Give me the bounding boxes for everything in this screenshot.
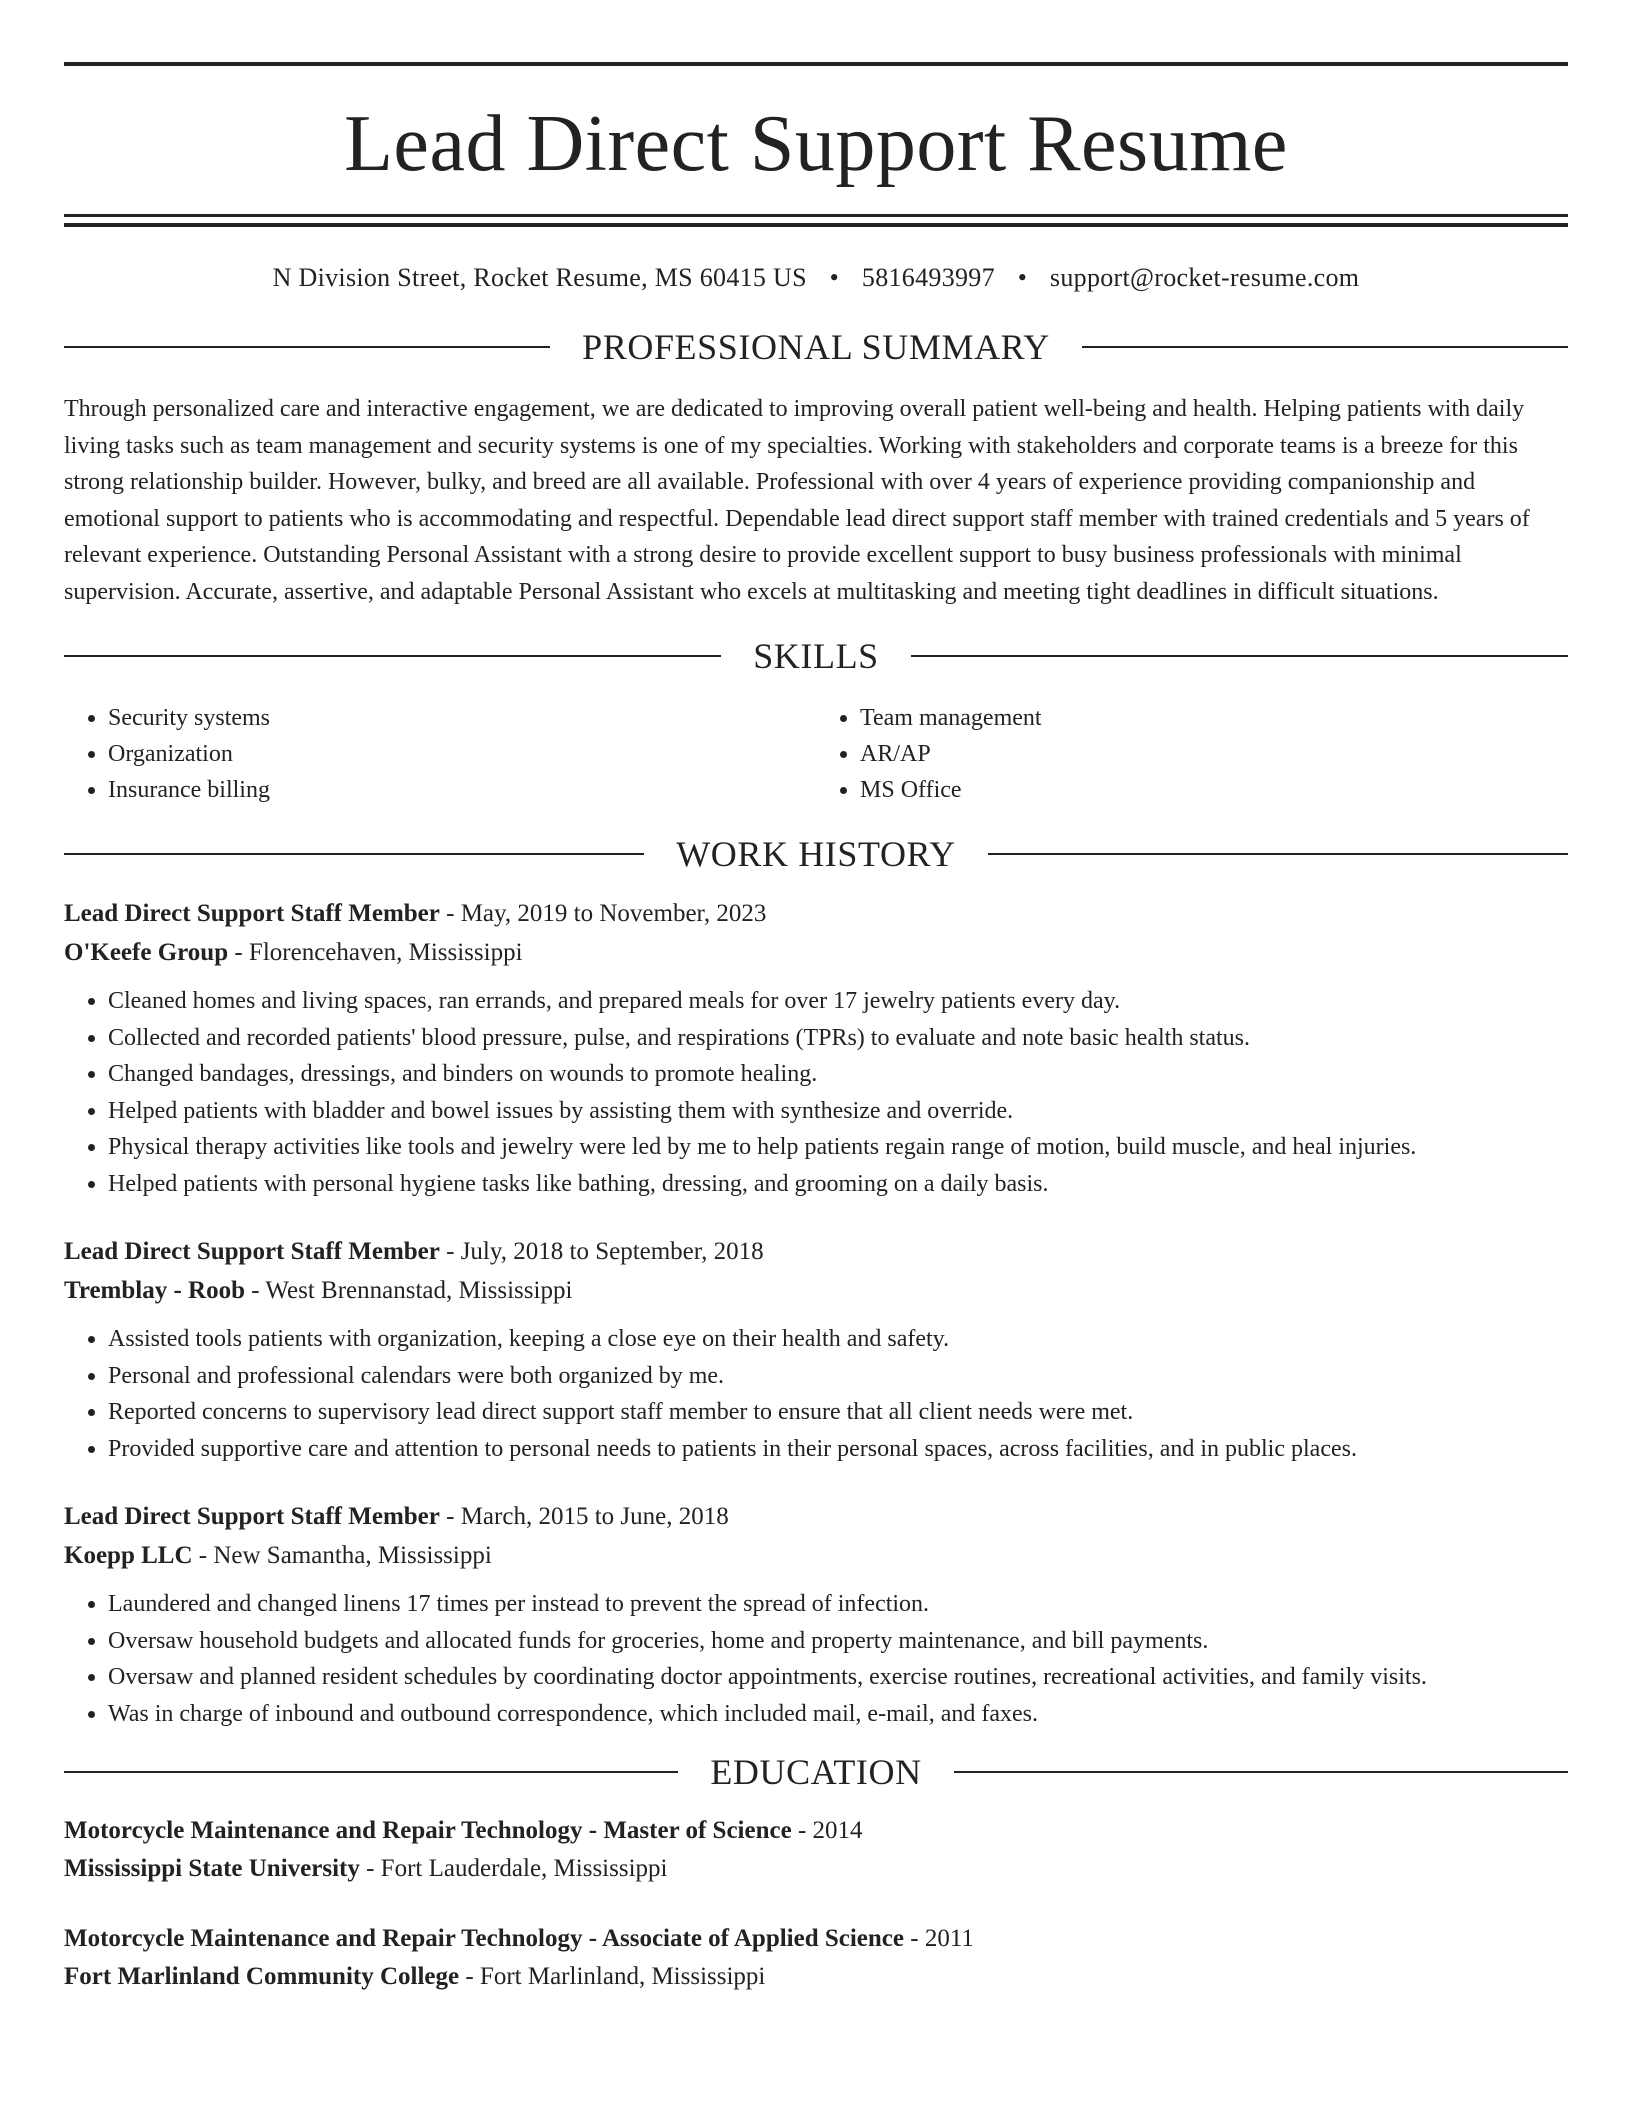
education-degree-line bbox=[64, 1812, 1568, 1850]
job-entry bbox=[64, 1497, 1568, 1732]
divider-line bbox=[954, 1771, 1568, 1773]
job-title-line bbox=[64, 894, 1568, 933]
job-bullet: • Personal and professional calendars were both organized by me. bbox=[108, 1358, 1568, 1395]
job-company: Tremblay - Roob bbox=[64, 1277, 246, 1304]
job-bullet: • Helped patients with bladder and bowel issues by assisting them with synthesize and override. bbox=[108, 1093, 1568, 1130]
skill-item: • Insurance billing bbox=[108, 772, 816, 808]
education-degree: Motorcycle Maintenance and Repair Technology - Associate of Applied Science bbox=[64, 1925, 905, 1952]
job-bullet: • Assisted tools patients with organization, keeping a close eye on their health and safety. bbox=[108, 1321, 1568, 1358]
title-double-rule bbox=[64, 214, 1568, 227]
job-location: - New Samantha, Mississippi bbox=[192, 1542, 492, 1569]
job-title-line bbox=[64, 1497, 1568, 1536]
section-title-education: EDUCATION bbox=[710, 1752, 922, 1792]
section-title-work: WORK HISTORY bbox=[676, 834, 956, 874]
job-dates: - July, 2018 to September, 2018 bbox=[439, 1238, 764, 1265]
job-bullets bbox=[64, 1321, 1568, 1467]
job-company-line bbox=[64, 933, 1568, 972]
job-title: Lead Direct Support Staff Member bbox=[64, 900, 440, 927]
contact-separator: • bbox=[1017, 263, 1028, 292]
contact-separator: • bbox=[829, 263, 840, 292]
top-rule bbox=[64, 62, 1568, 66]
education-year: - 2014 bbox=[791, 1817, 863, 1844]
section-header-education bbox=[64, 1754, 1568, 1790]
education-year: - 2011 bbox=[904, 1925, 974, 1952]
job-title-line bbox=[64, 1232, 1568, 1271]
divider-line bbox=[64, 655, 721, 657]
job-bullet: • Changed bandages, dressings, and binders on wounds to promote healing. bbox=[108, 1056, 1568, 1093]
section-title-summary: PROFESSIONAL SUMMARY bbox=[582, 327, 1050, 367]
job-company: Koepp LLC bbox=[64, 1542, 193, 1569]
divider-line bbox=[64, 1771, 678, 1773]
job-bullet: • Oversaw household budgets and allocated funds for groceries, home and property maintenance, and bill payments. bbox=[108, 1623, 1568, 1660]
job-location: - Florencehaven, Mississippi bbox=[228, 939, 523, 966]
contact-line bbox=[64, 263, 1568, 293]
job-bullet: • Laundered and changed linens 17 times per instead to prevent the spread of infection. bbox=[108, 1586, 1568, 1623]
job-bullet: • Physical therapy activities like tools and jewelry were led by me to help patients regain range of motion, build muscle, and heal injuries. bbox=[108, 1129, 1568, 1166]
divider-line bbox=[988, 853, 1568, 855]
divider-line bbox=[64, 346, 550, 348]
education-entry bbox=[64, 1812, 1568, 1888]
contact-address: N Division Street, Rocket Resume, MS 60415 US bbox=[272, 263, 807, 292]
education-degree-line bbox=[64, 1920, 1568, 1958]
job-company-line bbox=[64, 1536, 1568, 1575]
job-entry bbox=[64, 894, 1568, 1202]
education-school: Mississippi State University bbox=[64, 1855, 360, 1882]
skills-column-left bbox=[64, 700, 816, 808]
contact-email: support@rocket-resume.com bbox=[1049, 263, 1360, 292]
resume-title: Lead Direct Support Resume bbox=[344, 100, 1288, 188]
education-school-line bbox=[64, 1958, 1568, 1996]
job-bullet: • Collected and recorded patients' blood pressure, pulse, and respirations (TPRs) to evaluate and note basic health status. bbox=[108, 1020, 1568, 1057]
job-bullet: • Reported concerns to supervisory lead direct support staff member to ensure that all client needs were met. bbox=[108, 1394, 1568, 1431]
education-degree: Motorcycle Maintenance and Repair Technology - Master of Science bbox=[64, 1817, 792, 1844]
job-entry bbox=[64, 1232, 1568, 1467]
education-location: - Fort Lauderdale, Mississippi bbox=[359, 1855, 668, 1882]
skill-item: • Organization bbox=[108, 736, 816, 772]
job-company-line bbox=[64, 1271, 1568, 1310]
job-bullets bbox=[64, 1586, 1568, 1732]
job-bullet: • Cleaned homes and living spaces, ran errands, and prepared meals for over 17 jewelry patients every day. bbox=[108, 983, 1568, 1020]
section-title-skills: SKILLS bbox=[753, 636, 879, 676]
skill-item: • Team management bbox=[860, 700, 1568, 736]
job-title: Lead Direct Support Staff Member bbox=[64, 1503, 440, 1530]
section-header-work bbox=[64, 836, 1568, 872]
section-header-summary bbox=[64, 329, 1568, 365]
education-school: Fort Marlinland Community College bbox=[64, 1963, 460, 1990]
skill-item: • AR/AP bbox=[860, 736, 1568, 772]
skill-item: • Security systems bbox=[108, 700, 816, 736]
job-bullet: • Oversaw and planned resident schedules by coordinating doctor appointments, exercise routines, recreational activities, and family visits. bbox=[108, 1659, 1568, 1696]
skills-list bbox=[64, 700, 1568, 808]
job-company: O'Keefe Group bbox=[64, 939, 229, 966]
job-bullet: • Provided supportive care and attention to personal needs to patients in their personal spaces, across facilities, and in public places. bbox=[108, 1431, 1568, 1468]
contact-phone: 5816493997 bbox=[861, 263, 995, 292]
job-bullet: • Helped patients with personal hygiene tasks like bathing, dressing, and grooming on a daily basis. bbox=[108, 1166, 1568, 1203]
job-dates: - March, 2015 to June, 2018 bbox=[439, 1503, 729, 1530]
summary-text: Through personalized care and interactive engagement, we are dedicated to improving overall patient well-being and health. Helping patients with daily living tasks such as team management and security systems is one of my specialties. Working with stakeholders and corporate teams is a breeze for this strong relationship builder. However, bulky, and breed are all available. Professional with over 4 years of experience providing companionship and emotional support to patients who is accommodating and respectful. Dependable lead direct support staff member with trained credentials and 5 years of relevant experience. Outstanding Personal Assistant with a strong desire to provide excellent support to busy business professionals with minimal supervision. Accurate, assertive, and adaptable Personal Assistant who excels at multitasking and meeting tight deadlines in difficult situations. bbox=[64, 396, 1530, 605]
job-bullets bbox=[64, 983, 1568, 1202]
section-header-skills bbox=[64, 638, 1568, 674]
divider-line bbox=[1082, 346, 1568, 348]
education-school-line bbox=[64, 1850, 1568, 1888]
skill-item: • MS Office bbox=[860, 772, 1568, 808]
education-location: - Fort Marlinland, Mississippi bbox=[459, 1963, 766, 1990]
job-location: - West Brennanstad, Mississippi bbox=[245, 1277, 573, 1304]
job-title: Lead Direct Support Staff Member bbox=[64, 1238, 440, 1265]
divider-line bbox=[64, 853, 644, 855]
job-bullet: • Was in charge of inbound and outbound correspondence, which included mail, e-mail, and faxes. bbox=[108, 1696, 1568, 1733]
divider-line bbox=[911, 655, 1568, 657]
skills-column-right bbox=[816, 700, 1568, 808]
education-entry bbox=[64, 1920, 1568, 1996]
job-dates: - May, 2019 to November, 2023 bbox=[439, 900, 767, 927]
